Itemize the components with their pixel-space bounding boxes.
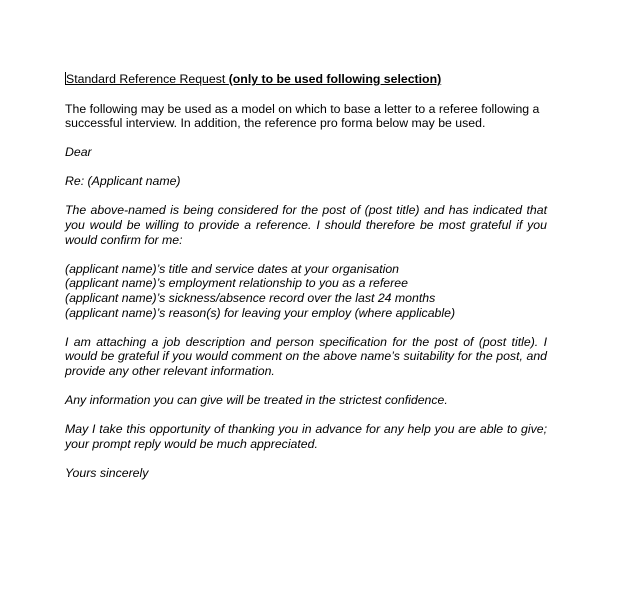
- confirmation-list: [65, 262, 547, 320]
- intro-paragraph: The following may be used as a model on which to base a letter to a referee following a successful interview. In addition, the reference pro forma below may be used.: [65, 101, 540, 131]
- letter-paragraph-3: Any information you can give will be treated in the strictest confidence.: [65, 392, 448, 407]
- document-body: [65, 72, 547, 495]
- closing: Yours sincerely: [65, 465, 149, 480]
- letter-paragraph-2: I am attaching a job description and person specification for the post of (post title). I would be grateful if you would comment on the above name’s suitability for the post, and provide any other relevant information.: [65, 334, 547, 378]
- re-line: Re: (Applicant name): [65, 174, 181, 189]
- list-item: (applicant name)’s employment relationship to you as a referee: [65, 276, 408, 291]
- document-title: [65, 72, 547, 87]
- list-item: (applicant name)’s title and service dates at your organisation: [65, 261, 400, 276]
- letter-paragraph-1: The above-named is being considered for the post of (post title) and has indicated that you would be willing to provide a reference. I should therefore be most grateful if you would confirm for me:: [65, 203, 547, 247]
- title-plain: Standard Reference Request: [66, 72, 229, 86]
- list-item: (applicant name)’s sickness/absence record over the last 24 months: [65, 290, 436, 305]
- list-item: (applicant name)’s reason(s) for leaving your employ (where applicable): [65, 305, 456, 320]
- title-bold: (only to be used following selection): [228, 72, 442, 86]
- letter-paragraph-4: May I take this opportunity of thanking you in advance for any help you are able to give; your prompt reply would be much appreciated.: [65, 422, 547, 451]
- salutation: Dear: [65, 145, 92, 160]
